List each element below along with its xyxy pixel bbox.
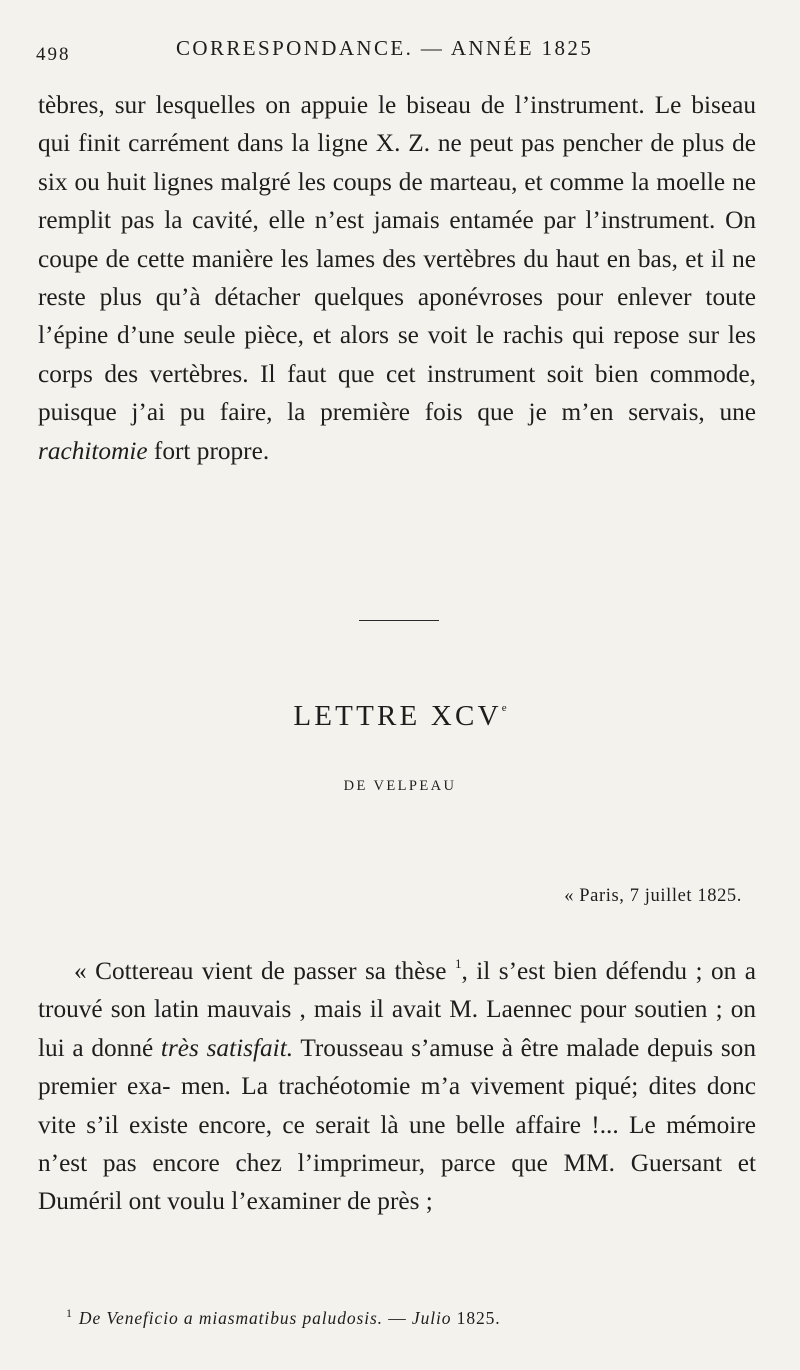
page-number: 498 xyxy=(36,44,71,65)
text-line: rachis qui repose sur les corps des vertèbres. Il faut que xyxy=(38,321,756,388)
text-line: men. La trachéotomie m’a vivement piqué; dites donc xyxy=(181,1072,757,1101)
text-line: défendu ; on a trouvé son latin mauvais , mais il avait xyxy=(38,957,757,1024)
letter-title: LETTRE XCV xyxy=(293,700,502,732)
letter-heading xyxy=(0,700,800,733)
text-line: la première fois que je m’en servais, une xyxy=(287,398,756,427)
running-head xyxy=(36,36,736,72)
text-line: pas pencher de plus de six ou huit lignes malgré les coups xyxy=(38,129,757,196)
text-line: de marteau, et comme la moelle ne remplit pas la cavité, xyxy=(38,167,756,235)
italic-term: très satisfait. xyxy=(160,1033,294,1062)
footnote-year: 1825. xyxy=(451,1308,501,1328)
running-title: CORRESPONDANCE. — ANNÉE 1825 xyxy=(176,36,594,60)
letter-author: DE VELPEAU xyxy=(343,778,457,794)
text-line: fort xyxy=(147,436,191,465)
text-line: propre. xyxy=(196,436,270,465)
text-line: MM. Guersant et Duméril ont voulu l’examiner de près ; xyxy=(38,1149,757,1216)
text-line: M. Laennec pour soutien ; on lui a donné xyxy=(38,995,756,1062)
footnote-mark: 1 xyxy=(66,1306,73,1320)
text-line: cet instrument soit bien commode, puisque j’ai pu faire, xyxy=(38,359,756,427)
text-line: mémoire n’est pas encore chez l’imprimeur, parce que xyxy=(38,1110,756,1178)
text-line: elle n’est jamais entamée par l’instrument. On coupe de xyxy=(38,206,756,273)
text-line: Trousseau s’amuse à être malade depuis son premier exa- xyxy=(38,1033,756,1101)
letter-place-date: « Paris, 7 juillet 1825. xyxy=(564,886,742,906)
footnote xyxy=(66,1306,746,1329)
letter-title-superscript: e xyxy=(501,702,507,714)
text-line: tèbres, sur lesquelles on appuie le biseau de l’instrument. xyxy=(38,91,645,119)
section-divider xyxy=(359,620,439,621)
letter-body-paragraph xyxy=(38,952,756,1221)
text-line: il ne reste plus qu’à détacher quelques aponévroses pour xyxy=(38,244,757,312)
text-line: cette manière les lames des vertèbres du haut en bas, et xyxy=(136,244,704,273)
text-line: , il s’est bien xyxy=(461,957,598,985)
text-line: Le biseau qui finit carrément dans la ligne X. Z. ne peut xyxy=(38,91,756,158)
footnote-reference: 1 xyxy=(454,956,462,971)
paragraph-continued xyxy=(38,86,756,470)
footnote-dash: — xyxy=(382,1308,412,1328)
footnote-title: De Veneficio a miasmatibus paludosis. xyxy=(78,1308,383,1328)
text-line: vite s’il existe encore, ce serait là une belle affaire !... Le xyxy=(38,1110,656,1139)
text-line: « Cottereau vient de passer sa thèse xyxy=(74,957,455,985)
italic-term: rachitomie xyxy=(38,436,148,465)
text-line: enlever toute l’épine d’une seule pièce, et alors se voit le xyxy=(38,283,756,350)
footnote-month: Julio xyxy=(411,1308,452,1328)
